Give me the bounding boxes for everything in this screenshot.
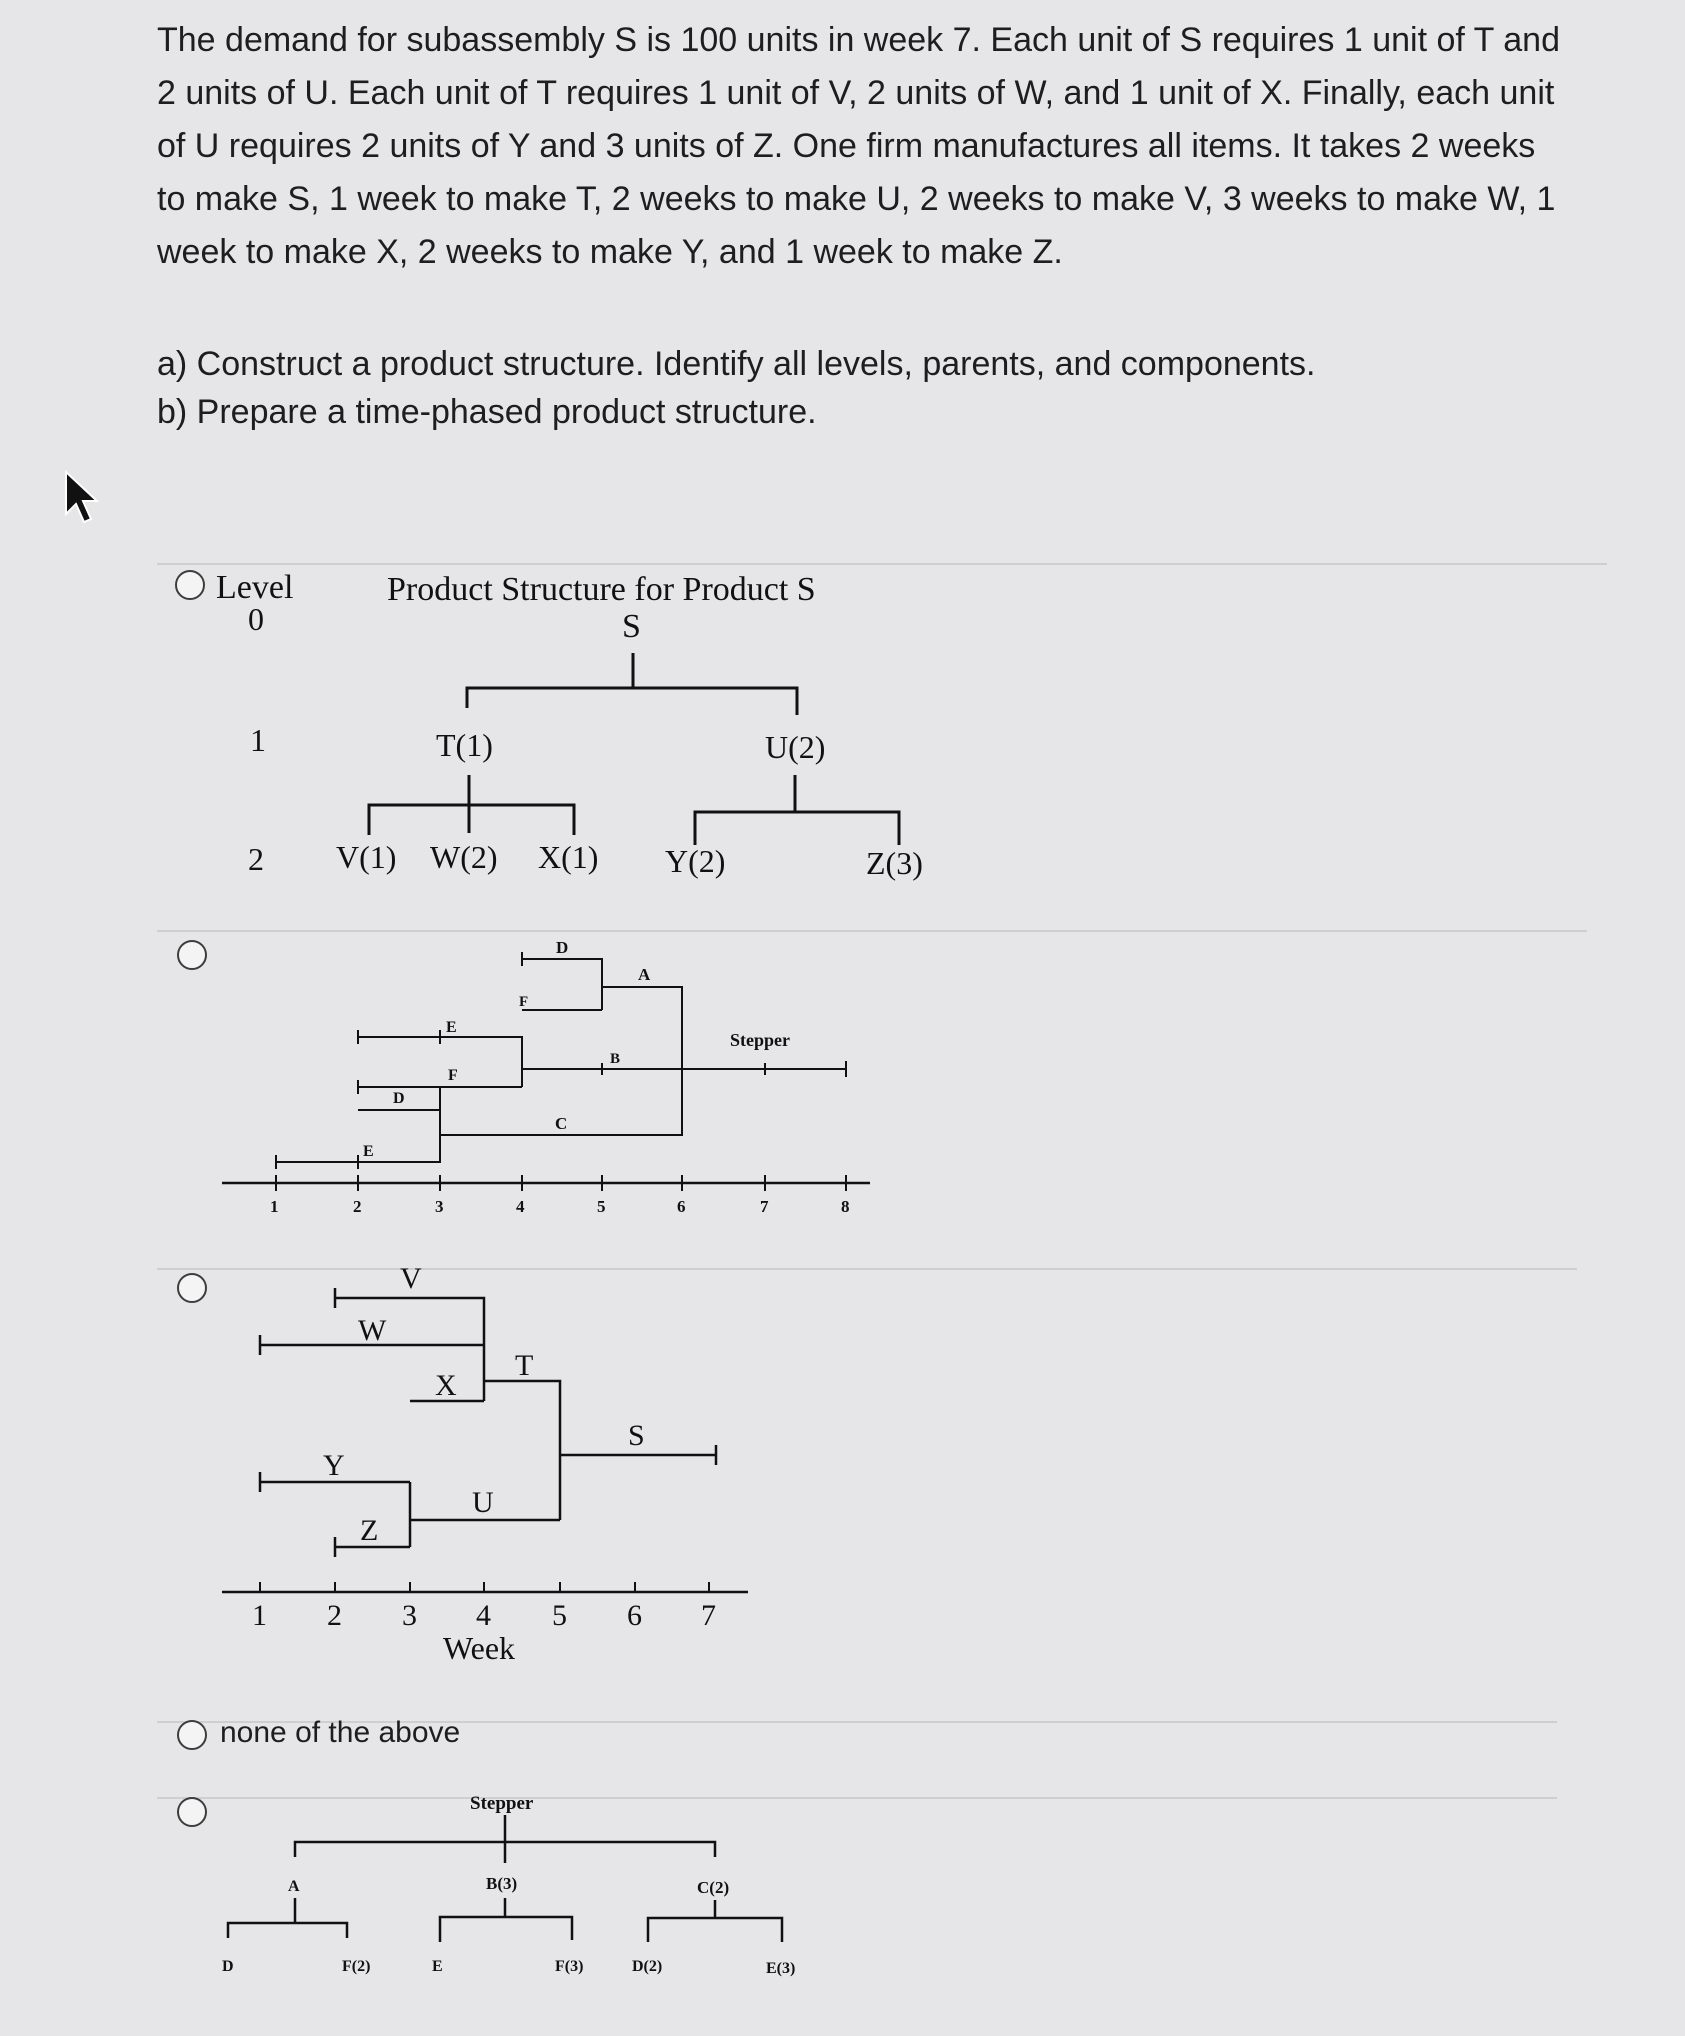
node-x: X(1) (538, 839, 599, 875)
label-e-lower: E (363, 1143, 374, 1160)
label-f-lower: F (448, 1067, 458, 1084)
level-0: 0 (248, 601, 264, 637)
option-2-radio[interactable] (177, 940, 207, 970)
option-4-radio[interactable] (177, 1720, 207, 1750)
axis-tick: 2 (353, 1197, 362, 1216)
node-e: E (432, 1958, 443, 1975)
axis-tick: 6 (677, 1197, 686, 1216)
question-text (157, 14, 1627, 279)
label-z: Z (360, 1514, 379, 1547)
label-y: Y (323, 1449, 345, 1482)
question-line: week to make X, 2 weeks to make Y, and 1 week to make Z. (157, 233, 1063, 271)
node-f3: F(3) (555, 1958, 584, 1975)
axis-tick: 5 (597, 1197, 606, 1216)
axis-tick: 8 (841, 1197, 850, 1216)
question-line: 2 units of U. Each unit of T requires 1 unit of V, 2 units of W, and 1 unit of X. Finally, each unit (157, 74, 1555, 112)
axis-tick: 3 (435, 1197, 444, 1216)
node-f2: F(2) (342, 1958, 371, 1975)
option-4-label[interactable]: none of the above (220, 1716, 461, 1749)
question-line: of U requires 2 units of Y and 3 units of Z. One firm manufactures all items. It takes 2 weeks (157, 127, 1536, 165)
option-3-radio[interactable] (177, 1273, 207, 1303)
label-s: S (628, 1419, 645, 1452)
label-u: U (472, 1486, 494, 1519)
node-s: S (622, 608, 641, 645)
node-w: W(2) (430, 839, 498, 875)
label-w: W (358, 1314, 387, 1347)
level-2: 2 (248, 841, 264, 877)
question-parts (157, 340, 1315, 436)
level-header: Level (216, 569, 294, 606)
label-t: T (515, 1349, 534, 1382)
node-d2: D(2) (632, 1958, 663, 1975)
axis-label-week: Week (443, 1630, 516, 1666)
node-c2: C(2) (697, 1878, 730, 1897)
node-z: Z(3) (866, 845, 923, 881)
label-e-upper: E (446, 1019, 457, 1036)
node-t: T(1) (436, 727, 493, 763)
option-2-time-phased-stepper (210, 930, 890, 1230)
option-3-time-phased-s (210, 1255, 770, 1675)
level-1: 1 (250, 722, 266, 758)
label-stepper: Stepper (730, 1030, 790, 1050)
label-d-lower: D (393, 1090, 405, 1107)
axis-tick: 5 (552, 1599, 567, 1632)
part-b: b) Prepare a time-phased product structure. (157, 393, 817, 431)
figure-title: Product Structure for Product S (387, 571, 816, 608)
node-v: V(1) (336, 839, 397, 875)
node-b3: B(3) (486, 1874, 518, 1893)
axis-tick: 2 (327, 1599, 342, 1632)
node-y: Y(2) (665, 843, 726, 879)
option-5-radio[interactable] (177, 1797, 207, 1827)
node-e3: E(3) (766, 1960, 796, 1977)
axis-tick: 7 (760, 1197, 769, 1216)
axis-tick: 6 (627, 1599, 642, 1632)
label-d-top: D (556, 938, 569, 957)
axis-tick: 4 (516, 1197, 525, 1216)
part-a: a) Construct a product structure. Identify all levels, parents, and components. (157, 345, 1316, 383)
node-d: D (222, 1958, 234, 1975)
axis-tick: 4 (476, 1599, 491, 1632)
label-a: A (638, 965, 651, 984)
question-line: to make S, 1 week to make T, 2 weeks to make U, 2 weeks to make V, 3 weeks to make W, 1 (157, 180, 1556, 218)
label-b: B (610, 1051, 621, 1067)
label-x: X (435, 1369, 457, 1402)
axis-tick: 1 (270, 1197, 279, 1216)
node-u: U(2) (765, 729, 826, 765)
axis-tick: 3 (402, 1599, 417, 1632)
label-v: V (400, 1262, 422, 1295)
option-1-product-structure (200, 555, 960, 905)
label-c: C (555, 1114, 568, 1133)
node-stepper: Stepper (470, 1793, 534, 1814)
mouse-pointer-icon (62, 470, 102, 526)
axis-tick: 1 (252, 1599, 267, 1632)
node-a: A (288, 1878, 300, 1895)
label-f-top: F (519, 994, 529, 1010)
question-line: The demand for subassembly S is 100 units in week 7. Each unit of S requires 1 unit of T and (157, 21, 1560, 59)
option-5-stepper-structure (210, 1785, 830, 1985)
axis-tick: 7 (701, 1599, 716, 1632)
